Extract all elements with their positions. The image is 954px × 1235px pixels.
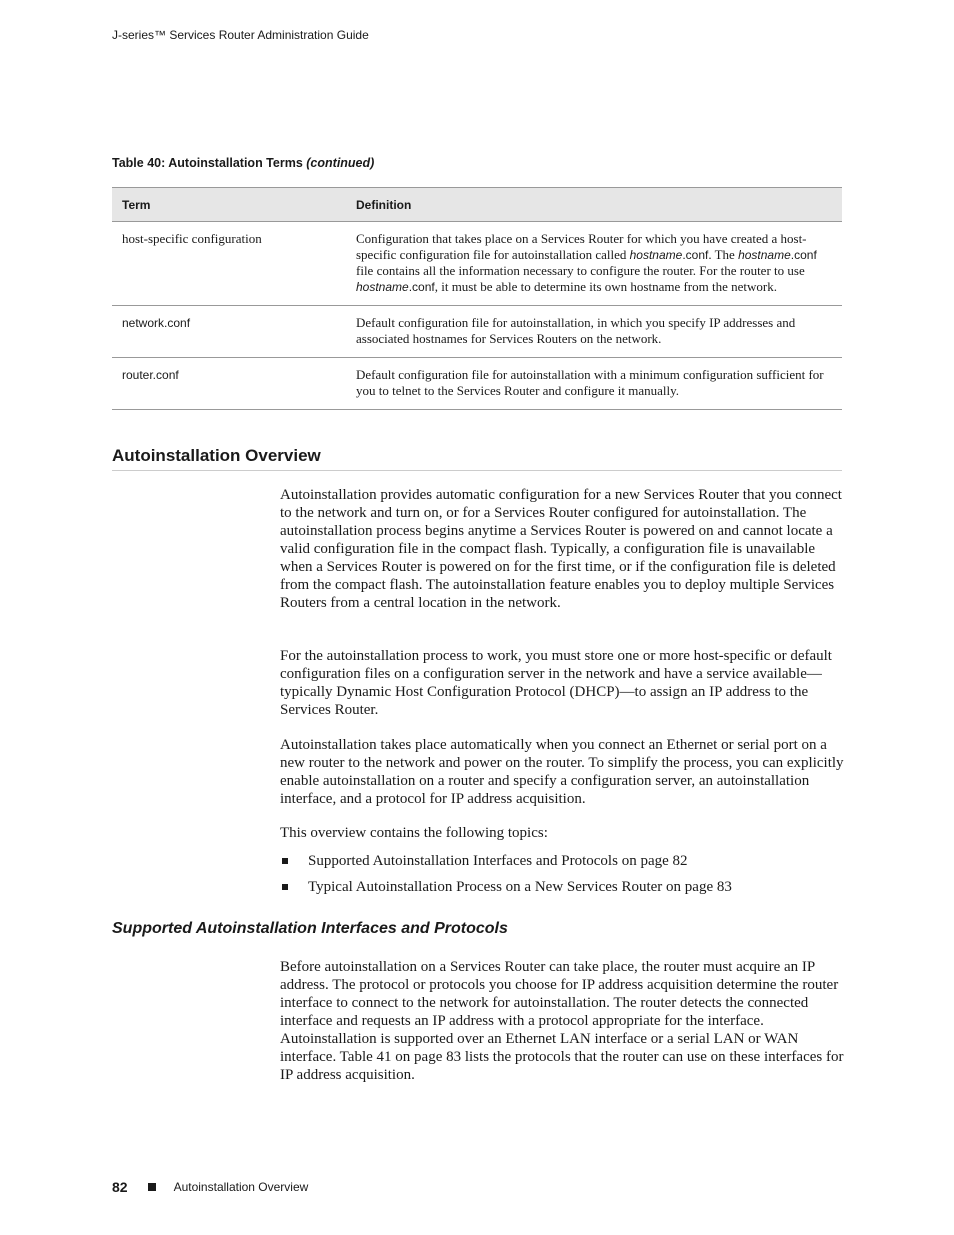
definition-text: file contains all the information necessary to configure the router. For the router to use xyxy=(356,263,805,278)
paragraph xyxy=(280,958,844,1084)
filename-ext: .conf xyxy=(790,248,817,262)
column-header-definition: Definition xyxy=(346,188,842,222)
table-row xyxy=(112,222,842,306)
paragraph-text: Before autoinstallation on a Services Router can take place, the router must acquire an IP address. The protocol or protocols you choose for IP address acquisition determine the router interface to connect to the network for autoinstallation. The router detects the connected interface and requests an IP address with a protocol appropriate for the interface. Autoinstallation is supported over an Ethernet LAN interface or a serial LAN or WAN interface. Table 41 on page 83 lists the protocols that the router can use on these interfaces for IP address acquisition. xyxy=(280,959,844,1083)
topic-list xyxy=(280,852,844,904)
terms-table xyxy=(112,187,842,410)
bullet-square-icon xyxy=(282,884,288,890)
bullet-square-icon xyxy=(282,858,288,864)
paragraph-text: Autoinstallation takes place automatically when you connect an Ethernet or serial port on a new router to the network and power on the router. To simplify the process, you can explicitly enable autoinstallation on a router and specify a configuration server, an autoinstallation interface, and a protocol for IP address acquisition. xyxy=(280,737,844,807)
list-item[interactable] xyxy=(280,878,844,896)
table-row xyxy=(112,358,842,410)
table-caption xyxy=(112,156,374,170)
term-cell: router.conf xyxy=(112,358,346,410)
filename-ext: .conf xyxy=(408,280,435,294)
definition-text: . The xyxy=(708,247,739,262)
page-number: 82 xyxy=(112,1179,128,1195)
filename-italic: hostname xyxy=(629,248,683,262)
paragraph xyxy=(280,736,844,808)
heading-divider xyxy=(112,470,842,471)
table-row xyxy=(112,306,842,358)
footer-square-icon xyxy=(148,1183,156,1191)
column-header-term: Term xyxy=(112,188,346,222)
table-caption-title: Table 40: Autoinstallation Terms xyxy=(112,156,303,170)
topic-link[interactable]: Typical Autoinstallation Process on a New Services Router on page 83 xyxy=(308,879,732,895)
definition-text: Configuration that takes place on a Services Router for which you have created a host-specific configuration file for autoinstallation called xyxy=(356,231,807,262)
term-cell: host-specific configuration xyxy=(112,222,346,306)
filename-italic: hostname xyxy=(356,280,409,294)
topic-link[interactable]: Supported Autoinstallation Interfaces and Protocols on page 82 xyxy=(308,853,688,869)
page-footer xyxy=(112,1179,308,1195)
filename-ext: .conf xyxy=(682,248,709,262)
running-header: J-series™ Services Router Administration Guide xyxy=(112,28,369,42)
definition-cell: Default configuration file for autoinstallation, in which you specify IP addresses and associated hostnames for Services Routers on the network. xyxy=(346,306,842,358)
filename-italic: hostname xyxy=(738,248,791,262)
paragraph xyxy=(280,824,844,842)
definition-cell: Default configuration file for autoinstallation with a minimum configuration sufficient for you to telnet to the Services Router and configure it manually. xyxy=(346,358,842,410)
definition-text: , it must be able to determine its own hostname from the network. xyxy=(434,279,777,294)
footer-section-title: Autoinstallation Overview xyxy=(173,1180,309,1194)
paragraph xyxy=(280,647,844,719)
section-heading: Autoinstallation Overview xyxy=(112,446,321,465)
term-cell: network.conf xyxy=(112,306,346,358)
paragraph xyxy=(280,486,844,612)
table-caption-continued: (continued) xyxy=(306,156,375,170)
paragraph-text: Autoinstallation provides automatic configuration for a new Services Router that you connect to the network and turn on, or for a Services Router configured for autoinstallation. The autoinstallation process begins anytime a Services Router is powered on and cannot locate a valid configuration file in the compact flash. Typically, a configuration file is unavailable when a Services Router is powered on for the first time, or if the configuration file is deleted from the compact flash. The autoinstallation feature enables you to deploy multiple Services Routers from a central location in the network. xyxy=(280,487,842,611)
definition-cell xyxy=(346,222,842,306)
subsection-heading: Supported Autoinstallation Interfaces and Protocols xyxy=(112,920,508,937)
list-item[interactable] xyxy=(280,852,844,870)
table-header-row xyxy=(112,188,842,222)
paragraph-text: This overview contains the following topics: xyxy=(280,825,548,841)
paragraph-text: For the autoinstallation process to work, you must store one or more host-specific or default configuration files on a configuration server in the network and have a service available—typically Dynamic Host Configuration Protocol (DHCP)—to assign an IP address to the Services Router. xyxy=(280,648,832,718)
